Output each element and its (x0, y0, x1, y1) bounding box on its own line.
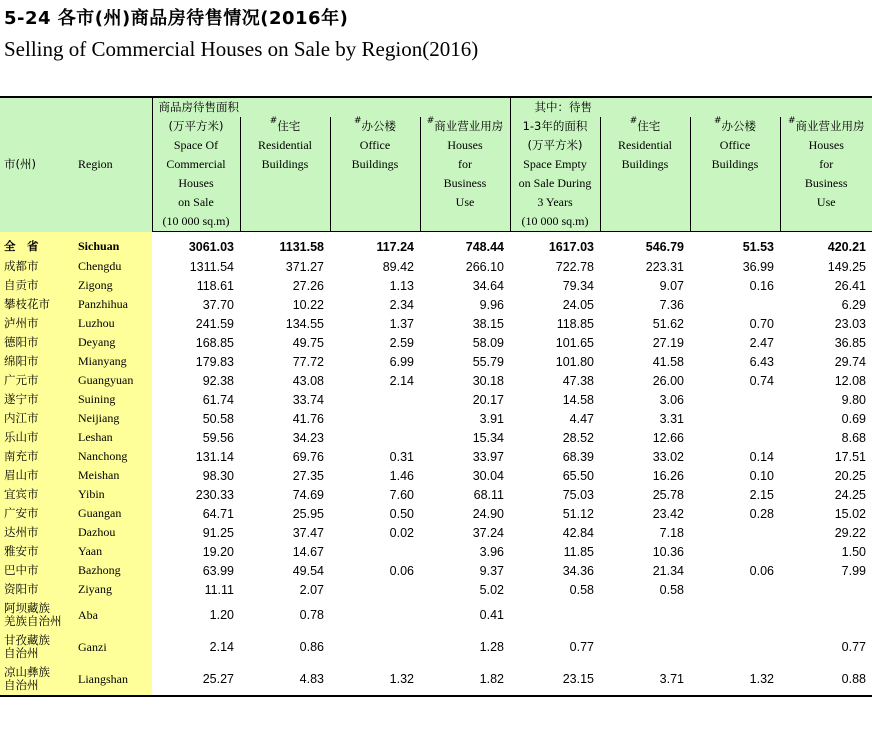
value-cell: 0.41 (479, 608, 504, 622)
value-cell: 0.31 (389, 449, 414, 464)
table-body (0, 232, 872, 697)
value-cell: 49.75 (292, 335, 324, 350)
value-cell: 38.15 (472, 316, 504, 331)
value-cell: 0.10 (749, 468, 774, 483)
value-cell: 36.85 (834, 335, 866, 350)
value-cell: 47.38 (562, 373, 594, 388)
table-row (0, 631, 872, 663)
table-row (0, 663, 872, 696)
value-cell: 2.07 (299, 582, 324, 597)
value-cell: 34.36 (562, 563, 594, 578)
value-cell: 2.47 (749, 335, 774, 350)
value-cell: 12.66 (652, 430, 684, 445)
region-name-cn: 南充市 (0, 447, 74, 466)
value-cell (690, 390, 780, 409)
value-cell: 9.07 (659, 278, 684, 293)
value-cell (330, 580, 420, 599)
value-cell: 33.74 (292, 392, 324, 407)
data-table (0, 96, 872, 697)
table-title-cn: 5-24 各市(州)商品房待售情况(2016年) (4, 8, 349, 29)
value-cell: 30.18 (472, 373, 504, 388)
region-name-cn: 自贡市 (0, 276, 74, 295)
table-row (0, 580, 872, 599)
value-cell: 37.70 (202, 297, 234, 312)
header-office-2: #办公楼 Office Buildings (690, 117, 780, 232)
table-row (0, 352, 872, 371)
value-cell: 0.86 (299, 640, 324, 654)
value-cell: 0.14 (749, 449, 774, 464)
value-cell: 33.02 (652, 449, 684, 464)
value-cell: 6.29 (841, 297, 866, 312)
value-cell (330, 428, 420, 447)
value-cell: 7.60 (389, 487, 414, 502)
region-name-en: Guangyuan (74, 371, 152, 390)
value-cell: 0.58 (659, 582, 684, 597)
table-header (0, 97, 872, 232)
value-cell: 101.65 (555, 335, 594, 350)
value-cell: 3.91 (479, 411, 504, 426)
value-cell: 7.18 (659, 525, 684, 540)
value-cell (600, 631, 690, 663)
value-cell: 1131.58 (279, 239, 324, 254)
value-cell (600, 599, 690, 631)
value-cell: 36.99 (742, 259, 774, 274)
value-cell: 20.17 (472, 392, 504, 407)
region-name-en: Neijiang (74, 409, 152, 428)
value-cell: 68.39 (562, 449, 594, 464)
value-cell: 1.50 (841, 544, 866, 559)
region-name-cn: 泸州市 (0, 314, 74, 333)
value-cell: 10.22 (292, 297, 324, 312)
value-cell: 49.54 (292, 563, 324, 578)
value-cell: 50.58 (202, 411, 234, 426)
region-name-en: Ganzi (74, 631, 152, 663)
value-cell: 748.44 (465, 239, 504, 254)
table-row (0, 276, 872, 295)
region-name-en: Zigong (74, 276, 152, 295)
region-name-cn: 成都市 (0, 257, 74, 276)
value-cell: 14.67 (292, 544, 324, 559)
value-cell: 25.95 (292, 506, 324, 521)
value-cell (690, 542, 780, 561)
table-row-total (0, 232, 872, 258)
header-business-2: #商业营业用房 Houses for Business Use (780, 117, 872, 232)
value-cell: 19.20 (202, 544, 234, 559)
value-cell: 3061.03 (188, 239, 234, 254)
value-cell (780, 599, 872, 631)
value-cell: 722.78 (555, 259, 594, 274)
table-row (0, 409, 872, 428)
value-cell (690, 409, 780, 428)
region-name-cn: 全 省 (0, 232, 74, 258)
value-cell: 1.28 (479, 640, 504, 654)
value-cell: 27.26 (292, 278, 324, 293)
region-name-en: Dazhou (74, 523, 152, 542)
value-cell: 0.16 (749, 278, 774, 293)
value-cell: 6.43 (749, 354, 774, 369)
value-cell: 9.37 (479, 563, 504, 578)
value-cell: 51.62 (652, 316, 684, 331)
value-cell: 10.36 (652, 544, 684, 559)
region-name-en: Yibin (74, 485, 152, 504)
header-region-en: Region (74, 97, 152, 232)
value-cell: 0.06 (389, 563, 414, 578)
value-cell (690, 428, 780, 447)
value-cell: 69.76 (292, 449, 324, 464)
region-name-cn: 内江市 (0, 409, 74, 428)
value-cell: 134.55 (285, 316, 324, 331)
value-cell (330, 631, 420, 663)
table-row (0, 466, 872, 485)
value-cell: 41.58 (652, 354, 684, 369)
table-row (0, 485, 872, 504)
header-empty-area: 1-3年的面积 (万平方米) Space Empty on Sale During 3 Years (10 000 sq.m) (510, 117, 600, 232)
header-group-empty: 其中：待售 (510, 97, 872, 117)
value-cell (780, 580, 872, 599)
value-cell: 27.35 (292, 468, 324, 483)
value-cell: 58.09 (472, 335, 504, 350)
value-cell: 75.03 (562, 487, 594, 502)
value-cell: 420.21 (827, 239, 866, 254)
value-cell: 51.12 (562, 506, 594, 521)
value-cell: 0.02 (389, 525, 414, 540)
value-cell: 223.31 (645, 259, 684, 274)
header-business: #商业营业用房 Houses for Business Use (420, 117, 510, 232)
region-name-en: Suining (74, 390, 152, 409)
region-name-en: Guangan (74, 504, 152, 523)
value-cell: 61.74 (202, 392, 234, 407)
value-cell: 11.11 (204, 582, 234, 597)
value-cell: 0.69 (841, 411, 866, 426)
table-row (0, 314, 872, 333)
value-cell: 34.23 (292, 430, 324, 445)
value-cell: 11.85 (563, 544, 594, 559)
value-cell: 168.85 (195, 335, 234, 350)
value-cell: 55.79 (472, 354, 504, 369)
region-name-cn: 乐山市 (0, 428, 74, 447)
header-office: #办公楼 Office Buildings (330, 117, 420, 232)
region-name-cn: 阿坝藏族 羌族自治州 (0, 599, 74, 631)
value-cell: 1.46 (389, 468, 414, 483)
header-total-area: (万平方米) Space Of Commercial Houses on Sale (10 000 sq.m) (152, 117, 240, 232)
header-residential: #住宅 Residential Buildings (240, 117, 330, 232)
value-cell: 25.78 (652, 487, 684, 502)
region-name-en: Leshan (74, 428, 152, 447)
value-cell: 3.96 (479, 544, 504, 559)
table-row (0, 428, 872, 447)
value-cell: 79.34 (562, 278, 594, 293)
region-name-en: Aba (74, 599, 152, 631)
region-name-cn: 广元市 (0, 371, 74, 390)
region-name-cn: 凉山彝族 自治州 (0, 663, 74, 696)
value-cell (330, 390, 420, 409)
region-name-en: Nanchong (74, 447, 152, 466)
value-cell: 30.04 (472, 468, 504, 483)
value-cell: 546.79 (645, 239, 684, 254)
value-cell: 23.42 (652, 506, 684, 521)
header-group-total: 商品房待售面积 (152, 97, 510, 117)
value-cell (690, 580, 780, 599)
value-cell: 34.64 (472, 278, 504, 293)
value-cell: 89.42 (382, 259, 414, 274)
value-cell: 65.50 (562, 468, 594, 483)
value-cell: 4.83 (240, 663, 330, 696)
region-name-cn: 甘孜藏族 自治州 (0, 631, 74, 663)
value-cell: 64.71 (202, 506, 234, 521)
value-cell: 59.56 (202, 430, 234, 445)
value-cell: 149.25 (827, 259, 866, 274)
value-cell: 1.32 (690, 663, 780, 696)
value-cell: 4.47 (569, 411, 594, 426)
value-cell: 131.14 (195, 449, 234, 464)
value-cell: 8.68 (841, 430, 866, 445)
value-cell: 266.10 (465, 259, 504, 274)
table-title-en: Selling of Commercial Houses on Sale by Region(2016) (4, 37, 479, 61)
table-row (0, 371, 872, 390)
value-cell: 0.28 (749, 506, 774, 521)
value-cell: 24.05 (562, 297, 594, 312)
value-cell: 117.24 (376, 239, 414, 254)
value-cell: 15.02 (834, 506, 866, 521)
value-cell: 29.22 (834, 525, 866, 540)
value-cell: 0.74 (749, 373, 774, 388)
value-cell: 91.25 (202, 525, 234, 540)
region-name-cn: 达州市 (0, 523, 74, 542)
value-cell: 118.61 (196, 278, 234, 293)
value-cell: 0.78 (299, 608, 324, 622)
value-cell: 1.82 (420, 663, 510, 696)
table-row (0, 257, 872, 276)
value-cell: 9.80 (841, 392, 866, 407)
value-cell: 23.03 (834, 316, 866, 331)
value-cell: 1.32 (330, 663, 420, 696)
value-cell: 101.80 (555, 354, 594, 369)
value-cell: 1.20 (209, 608, 234, 622)
value-cell: 3.71 (600, 663, 690, 696)
value-cell: 1617.03 (548, 239, 594, 254)
value-cell: 0.06 (749, 563, 774, 578)
value-cell: 77.72 (292, 354, 324, 369)
value-cell: 241.59 (195, 316, 234, 331)
region-name-cn: 宜宾市 (0, 485, 74, 504)
value-cell: 230.33 (195, 487, 234, 502)
region-name-cn: 遂宁市 (0, 390, 74, 409)
header-city-cn: 市(州) (0, 97, 74, 232)
region-name-en: Meishan (74, 466, 152, 485)
value-cell: 43.08 (292, 373, 324, 388)
value-cell: 2.59 (389, 335, 414, 350)
value-cell: 28.52 (562, 430, 594, 445)
value-cell: 33.97 (472, 449, 504, 464)
region-name-cn: 雅安市 (0, 542, 74, 561)
value-cell (330, 599, 420, 631)
region-name-cn: 绵阳市 (0, 352, 74, 371)
region-name-cn: 攀枝花市 (0, 295, 74, 314)
region-name-en: Panzhihua (74, 295, 152, 314)
value-cell: 41.76 (292, 411, 324, 426)
value-cell: 371.27 (285, 259, 324, 274)
value-cell: 118.85 (556, 316, 594, 331)
value-cell: 27.19 (652, 335, 684, 350)
region-name-cn: 资阳市 (0, 580, 74, 599)
region-name-en: Yaan (74, 542, 152, 561)
value-cell: 0.77 (569, 640, 594, 654)
header-residential-2: #住宅 Residential Buildings (600, 117, 690, 232)
value-cell: 98.30 (202, 468, 234, 483)
value-cell: 7.99 (841, 563, 866, 578)
value-cell (690, 599, 780, 631)
value-cell: 0.88 (780, 663, 872, 696)
value-cell: 21.34 (652, 563, 684, 578)
value-cell: 16.26 (652, 468, 684, 483)
value-cell (330, 409, 420, 428)
value-cell: 2.15 (749, 487, 774, 502)
table-row (0, 447, 872, 466)
table-row (0, 390, 872, 409)
value-cell (690, 631, 780, 663)
value-cell: 1311.54 (189, 259, 234, 274)
value-cell: 0.77 (841, 640, 866, 654)
region-name-en: Chengdu (74, 257, 152, 276)
value-cell: 12.08 (834, 373, 866, 388)
value-cell (690, 523, 780, 542)
region-name-cn: 广安市 (0, 504, 74, 523)
value-cell: 68.11 (473, 487, 504, 502)
value-cell: 20.25 (834, 468, 866, 483)
table-row (0, 561, 872, 580)
region-name-cn: 德阳市 (0, 333, 74, 352)
value-cell: 23.15 (510, 663, 600, 696)
value-cell: 63.99 (202, 563, 234, 578)
value-cell: 24.90 (472, 506, 504, 521)
value-cell: 3.06 (659, 392, 684, 407)
region-name-cn: 巴中市 (0, 561, 74, 580)
value-cell: 179.83 (195, 354, 234, 369)
value-cell: 15.34 (472, 430, 504, 445)
value-cell: 17.51 (834, 449, 866, 464)
value-cell: 25.27 (152, 663, 240, 696)
value-cell (330, 542, 420, 561)
value-cell: 2.14 (209, 640, 234, 654)
region-name-en: Ziyang (74, 580, 152, 599)
value-cell: 6.99 (389, 354, 414, 369)
value-cell (690, 295, 780, 314)
value-cell: 7.36 (659, 297, 684, 312)
value-cell: 37.47 (292, 525, 324, 540)
region-name-en: Liangshan (74, 663, 152, 696)
value-cell: 92.38 (202, 373, 234, 388)
value-cell: 2.34 (389, 297, 414, 312)
value-cell: 9.96 (479, 297, 504, 312)
region-name-en: Bazhong (74, 561, 152, 580)
value-cell: 1.13 (389, 278, 414, 293)
region-name-en: Mianyang (74, 352, 152, 371)
value-cell: 14.58 (562, 392, 594, 407)
value-cell: 1.37 (389, 316, 414, 331)
value-cell: 26.41 (834, 278, 866, 293)
value-cell: 0.50 (389, 506, 414, 521)
value-cell: 37.24 (472, 525, 504, 540)
value-cell: 0.70 (749, 316, 774, 331)
region-name-en: Deyang (74, 333, 152, 352)
value-cell: 29.74 (834, 354, 866, 369)
table-row (0, 333, 872, 352)
value-cell (510, 599, 600, 631)
value-cell: 42.84 (562, 525, 594, 540)
region-name-en: Luzhou (74, 314, 152, 333)
value-cell: 3.31 (659, 411, 684, 426)
table-row (0, 523, 872, 542)
value-cell: 74.69 (292, 487, 324, 502)
table-row (0, 599, 872, 631)
table-row (0, 295, 872, 314)
value-cell: 0.58 (569, 582, 594, 597)
table-row (0, 504, 872, 523)
region-name-cn: 眉山市 (0, 466, 74, 485)
value-cell: 2.14 (389, 373, 414, 388)
value-cell: 24.25 (834, 487, 866, 502)
value-cell: 51.53 (742, 239, 774, 254)
region-name-en: Sichuan (74, 232, 152, 258)
value-cell: 26.00 (652, 373, 684, 388)
table-row (0, 542, 872, 561)
value-cell: 5.02 (479, 582, 504, 597)
